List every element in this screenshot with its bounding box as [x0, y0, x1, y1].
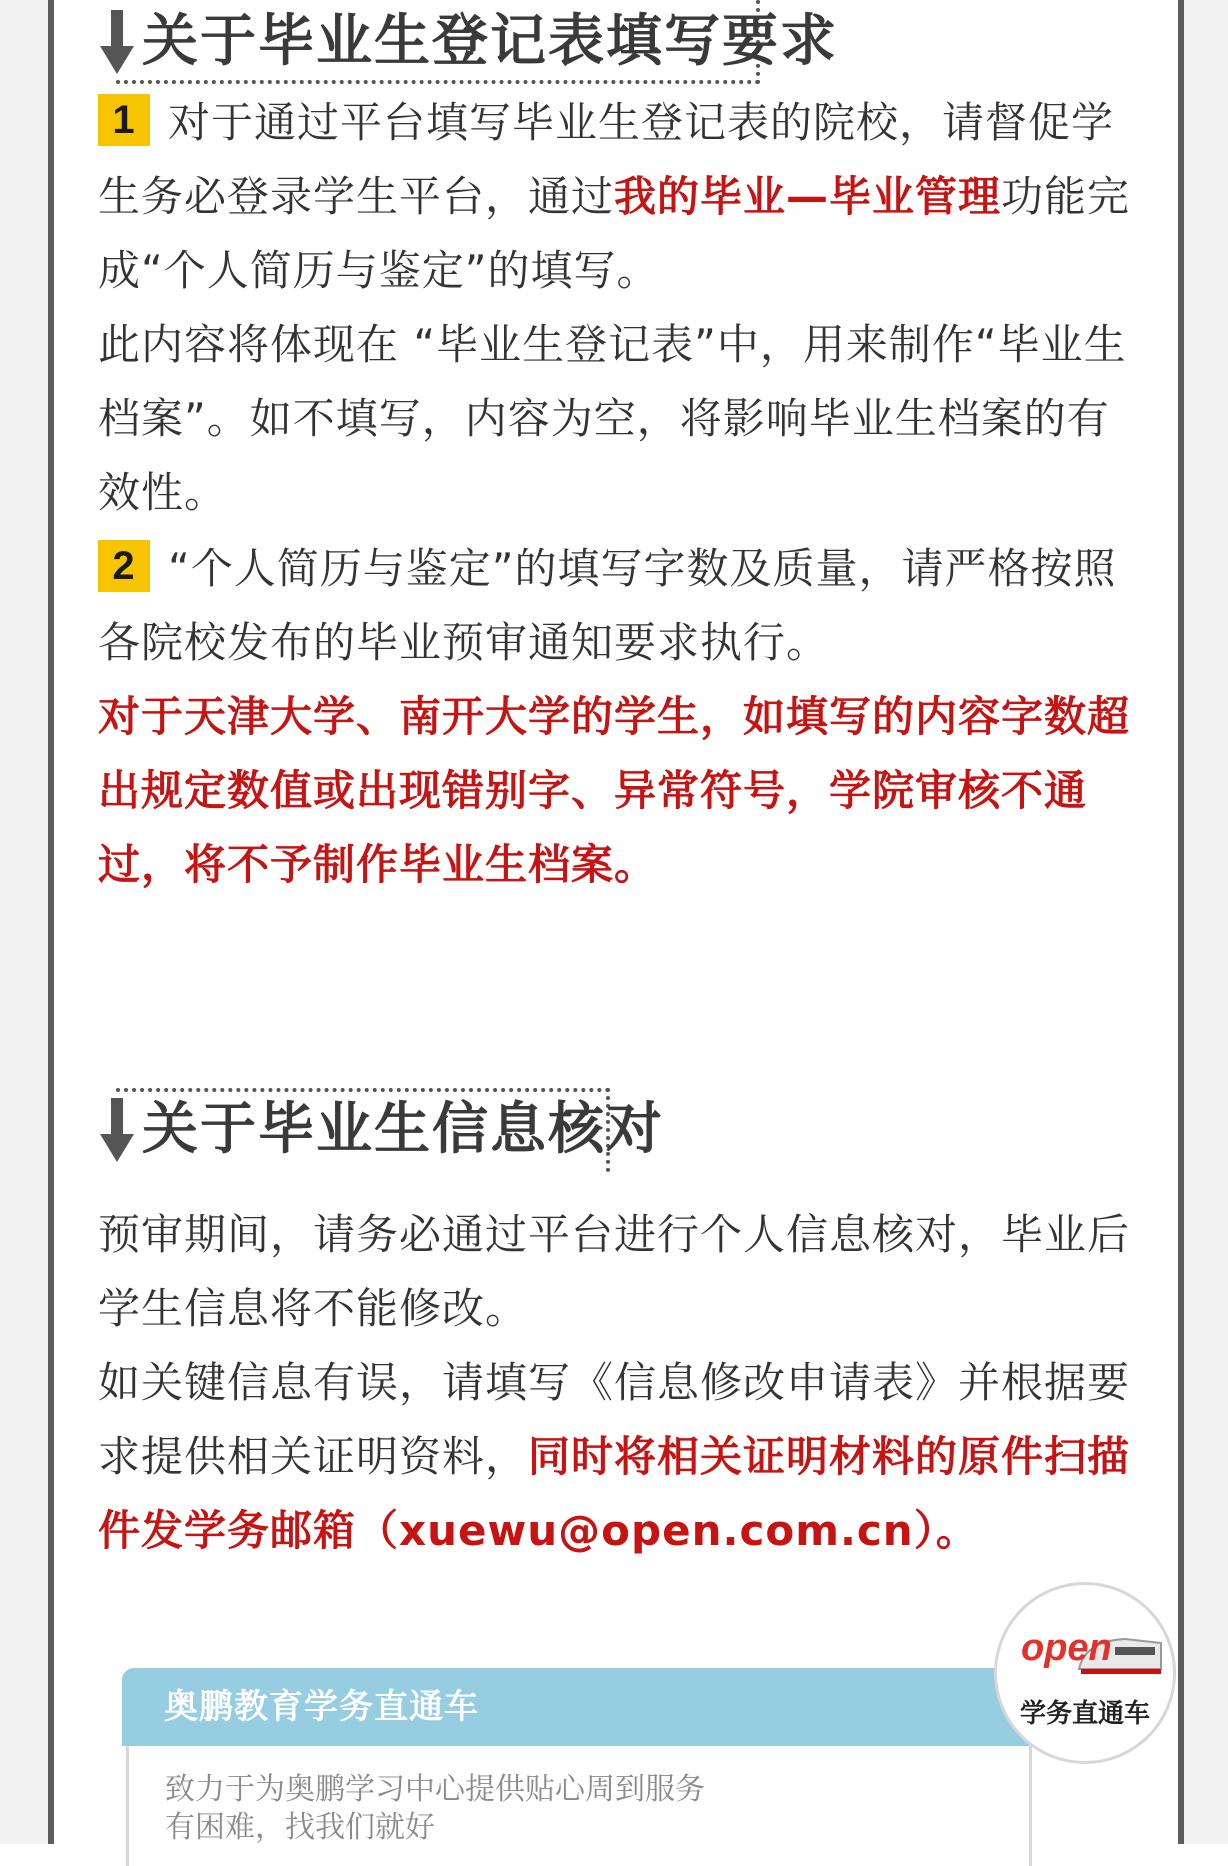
down-arrow-icon — [100, 1094, 134, 1166]
item-2-warning: 对于天津大学、南开大学的学生，如填写的内容字数超出规定数值或出现错别字、异常符号，学院审核不通过，将不予制作毕业生档案。 — [98, 692, 1131, 889]
email-instruction-highlight: 同时将相关证明材料的原件扫描件发学务邮箱（xuewu@open.com.cn）。 — [98, 1432, 1131, 1555]
section-header-registration — [100, 0, 838, 84]
item-1-text-end: 功能完成“个人简历与鉴定”的填写。 — [98, 172, 1131, 295]
card-subslogan: 有困难，找我们就好 — [165, 1810, 435, 1845]
item-1-paragraph — [98, 86, 1138, 308]
item-2-paragraph — [98, 532, 1138, 680]
number-badge: 2 — [98, 540, 150, 592]
service-card — [122, 1668, 1032, 1858]
article-content — [54, 0, 1178, 1844]
item-1-text: 对于通过平台填写毕业生登记表的院校，请督促学生务必登录学生平台，通过 — [98, 98, 1115, 221]
info-check-paragraph: 预审期间，请务必通过平台进行个人信息核对，毕业后学生信息将不能修改。 — [98, 1210, 1131, 1333]
section-title: 关于毕业生信息核对 — [142, 1097, 664, 1162]
open-logo: open — [1021, 1627, 1112, 1669]
card-body — [126, 1746, 1032, 1866]
correction-text: 如关键信息有误，请填写《信息修改申请表》并根据要求提供相关证明资料， — [98, 1358, 1131, 1481]
info-correction-paragraph — [98, 1346, 1138, 1568]
menu-path-highlight: 我的毕业—毕业管理 — [614, 172, 1002, 221]
service-logo-badge — [994, 1582, 1176, 1764]
card-title: 奥鹏教育学务直通车 — [164, 1687, 479, 1727]
item-1-note: 此内容将体现在 “毕业生登记表”中，用来制作“毕业生档案”。如不填写，内容为空，将影响毕业生档案的有效性。 — [98, 320, 1127, 517]
card-slogan: 致力于为奥鹏学习中心提供贴心周到服务 — [165, 1772, 705, 1807]
section-header-info-check — [100, 1088, 664, 1172]
card-header — [122, 1668, 1032, 1746]
down-arrow-icon — [100, 6, 134, 78]
number-badge: 1 — [98, 94, 150, 146]
badge-caption: 学务直通车 — [1019, 1699, 1150, 1729]
section-title: 关于毕业生登记表填写要求 — [142, 9, 838, 74]
item-2-text: “个人简历与鉴定”的填写字数及质量，请严格按照各院校发布的毕业预审通知要求执行。 — [98, 544, 1117, 667]
